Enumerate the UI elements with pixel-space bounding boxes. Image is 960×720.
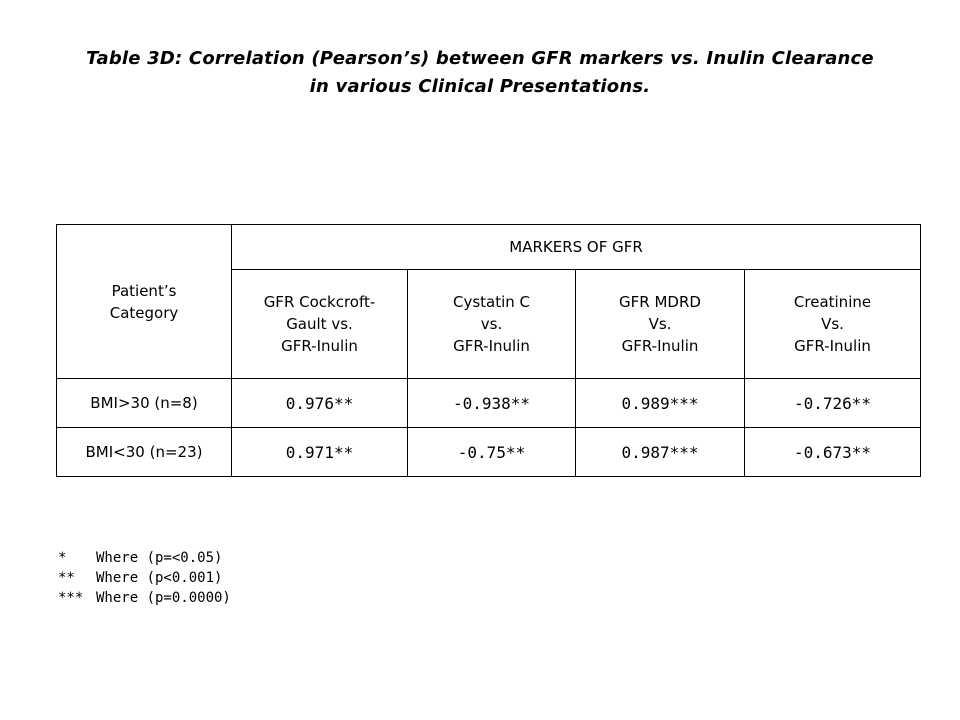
column-header-line: Gault vs. [286,315,353,333]
footnote-mark: *** [58,590,84,606]
row-category: BMI>30 (n=8) [57,379,232,428]
column-header [745,270,921,379]
table-row [57,379,921,428]
column-header-line: Creatinine [793,293,872,311]
footnote-text: Where (p=<0.05) [96,550,223,566]
group-header-cell: MARKERS OF GFR [232,225,921,270]
page-title [0,45,960,101]
column-header-line: GFR-Inulin [281,337,358,355]
table-cell: 0.987*** [576,428,745,477]
table-cell: -0.673** [745,428,921,477]
column-header-line: GFR MDRD [619,293,701,311]
footnote [58,588,231,608]
footnote [58,548,231,568]
footnotes [58,548,231,608]
table-cell: -0.938** [408,379,576,428]
row-header-cell [57,225,232,379]
table-cell: -0.726** [745,379,921,428]
row-category: BMI<30 (n=23) [57,428,232,477]
column-header-line: GFR Cockcroft- [263,293,376,311]
title-line-2: in various Clinical Presentations. [309,76,651,97]
column-header-line: GFR-Inulin [621,337,699,355]
title-line-1: Table 3D: Correlation (Pearson’s) between GFR markers vs. Inulin Clearance [86,48,874,69]
footnote-text: Where (p=0.0000) [96,590,231,606]
footnote-mark: * [58,550,67,566]
row-header-label-line-2: Category [109,303,179,322]
footnote-mark: ** [58,570,75,586]
table-cell: -0.75** [408,428,576,477]
correlation-table [56,224,921,477]
footnote [58,568,231,588]
column-header-line: Vs. [821,315,844,333]
column-header-line: Cystatin C [452,293,531,311]
column-header-line: GFR-Inulin [453,337,530,355]
column-header-line: vs. [480,315,503,333]
table-cell: 0.971** [232,428,408,477]
footnote-text: Where (p<0.001) [96,570,223,586]
row-header-label-line-1: Patient’s [111,281,177,300]
table-cell: 0.989*** [576,379,745,428]
column-header [408,270,576,379]
table-cell: 0.976** [232,379,408,428]
column-header [232,270,408,379]
table-row [57,428,921,477]
column-header-line: Vs. [648,315,672,333]
column-header-line: GFR-Inulin [794,337,871,355]
table-header-row-group [57,225,921,270]
column-header [576,270,745,379]
